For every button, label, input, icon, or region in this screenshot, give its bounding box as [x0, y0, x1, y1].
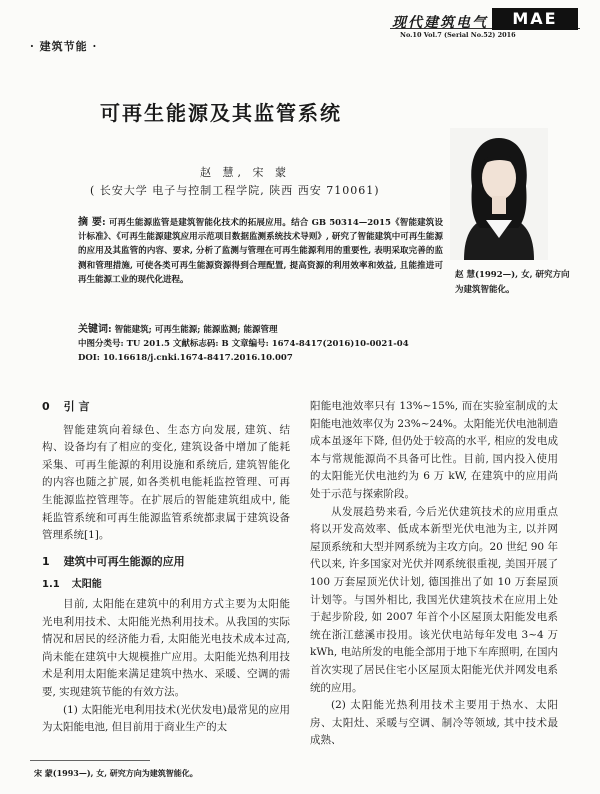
author-names: 赵 慧, 宋 蒙 [200, 166, 290, 179]
keywords-label: 关键词: [78, 324, 112, 335]
subsection-number: 1.1 [42, 579, 60, 591]
subsection-title: 太阳能 [71, 579, 102, 591]
paragraph-thermal: (2) 太阳能光热利用技术主要用于热水、太阳房、太阳灶、采暖与空调、制冷等领域, 其中技术最成熟、 [310, 699, 558, 747]
section-tag: · 建筑节能 · [30, 40, 98, 53]
right-column [310, 398, 558, 750]
section-number: 1 [42, 554, 50, 568]
affiliation: ( 长安大学 电子与控制工程学院, 陕西 西安 710061) [90, 184, 380, 197]
abstract-label: 摘 要: [78, 217, 106, 228]
abstract-text: 可再生能源监管是建筑智能化技术的拓展应用。结合 GB 50314—2015《智能建筑设计标准》、《可再生能源建筑应用示范项目数据监测系统技术导则》, 研究了智能建筑中可再生能源的应用及其监管的内容、要求, 分析了监测与管理在可再生能源利用的重要性, 表明采取完善的监测和管理措施, 可使各类可再生能源资源得到合理配置, 提高资源的利用效率和效益, 且能推进可再生能源工业的现代化进程。 [78, 218, 443, 285]
doi: DOI: 10.16618/j.cnki.1674-8417.2016.10.007 [78, 353, 293, 363]
section-title: 引 言 [63, 400, 90, 413]
paragraph-pv-cont: 阳能电池效率只有 13%~15%, 而在实验室制成的太阳能电池效率仅为 23%~24%。太阳能光伏电池制造成本虽逐年下降, 但仍处于较高的水平, 相应的发电成本与常规能源尚不具备可比性。目前, 国内投入使用的太阳能光伏电池约为 6 万 kW, 在建筑中的应用尚处于示范与探索阶段。 [310, 400, 558, 500]
left-column [42, 398, 290, 737]
section-title: 建筑中可再生能源的应用 [63, 554, 185, 568]
paragraph-solar: 目前, 太阳能在建筑中的利用方式主要为太阳能光电利用技术、太阳能光热利用技术。从我国的实际情况和居民的经济能力看, 太阳能光电技术成本过高, 尚未能在建筑中大规模推广应用。太阳能光热利用技术是利用太阳能来满足建筑中热水、采暖、空调的需要, 实现建筑节能的有效方法。 [42, 597, 290, 698]
journal-logo: MAE [492, 8, 578, 30]
paragraph-pv-trend: 从发展趋势来看, 今后光伏建筑技术的应用重点将以开发高效率、低成本新型光伏电池为主, 以并网屋顶系统和大型并网系统为主攻方向。20 世纪 90 年代以来, 许多国家对光伏并网系统很重视, 美国开展了 100 万套屋顶光伏计划, 德国推出了如 10 万套屋顶计划等。与国外相比, 我国光伏建筑技术在应用上处于起步阶段, 如 2007 年首个小区屋顶太阳能发电系统在浙江慈溪市投用。该光伏电站每年发电 3~4 万 kWh, 电站所发的电能全部用于地下车库照明, 在国内首次实现了居民住宅小区屋顶太阳能光伏并网发电系统的应用。 [310, 505, 558, 694]
section-number: 0 [42, 400, 50, 413]
keywords-text: 智能建筑; 可再生能源; 能源监测; 能源管理 [114, 325, 278, 335]
journal-issue: No.10 Vol.7 (Serial No.52) 2016 [400, 31, 516, 39]
footnote-rule [30, 760, 150, 761]
journal-title: 现代建筑电气 [392, 15, 488, 31]
author-photo [450, 128, 548, 260]
author-portrait-image [450, 128, 548, 260]
section-heading-intro [42, 398, 290, 416]
subsection-heading-1-1 [42, 576, 290, 594]
keywords [78, 320, 538, 335]
section-heading-1 [42, 553, 290, 571]
paragraph-pv-start: (1) 太阳能光电利用技术(光伏发电)最常见的应用为太阳能电池, 但目前用于商业生产的太 [42, 703, 290, 734]
author-bio: 赵 慧(1992—), 女, 研究方向为建筑智能化。 [455, 270, 570, 295]
footnote: 宋 蒙(1993—), 女, 研究方向为建筑智能化。 [34, 768, 198, 778]
paragraph-intro: 智能建筑向着绿色、生态方向发展, 建筑、结构、设备均有了相应的变化, 建筑设备中增加了能耗采集、可再生能源的利用设施和系统后, 建筑智能化的内容也随之扩展, 如各类机电能耗监控管理、可再生能源监控管理等。在扩展后的智能建筑组成中, 能耗监管系统和可再生能源监管系统都隶属于建筑设备管理系统[1]。 [42, 423, 290, 542]
abstract [78, 216, 443, 287]
classification-line: 中图分类号: TU 201.5 文献标志码: B 文章编号: 1674-8417(2016)10-0021-04 [78, 339, 409, 349]
paper-title: 可再生能源及其监管系统 [100, 101, 342, 125]
